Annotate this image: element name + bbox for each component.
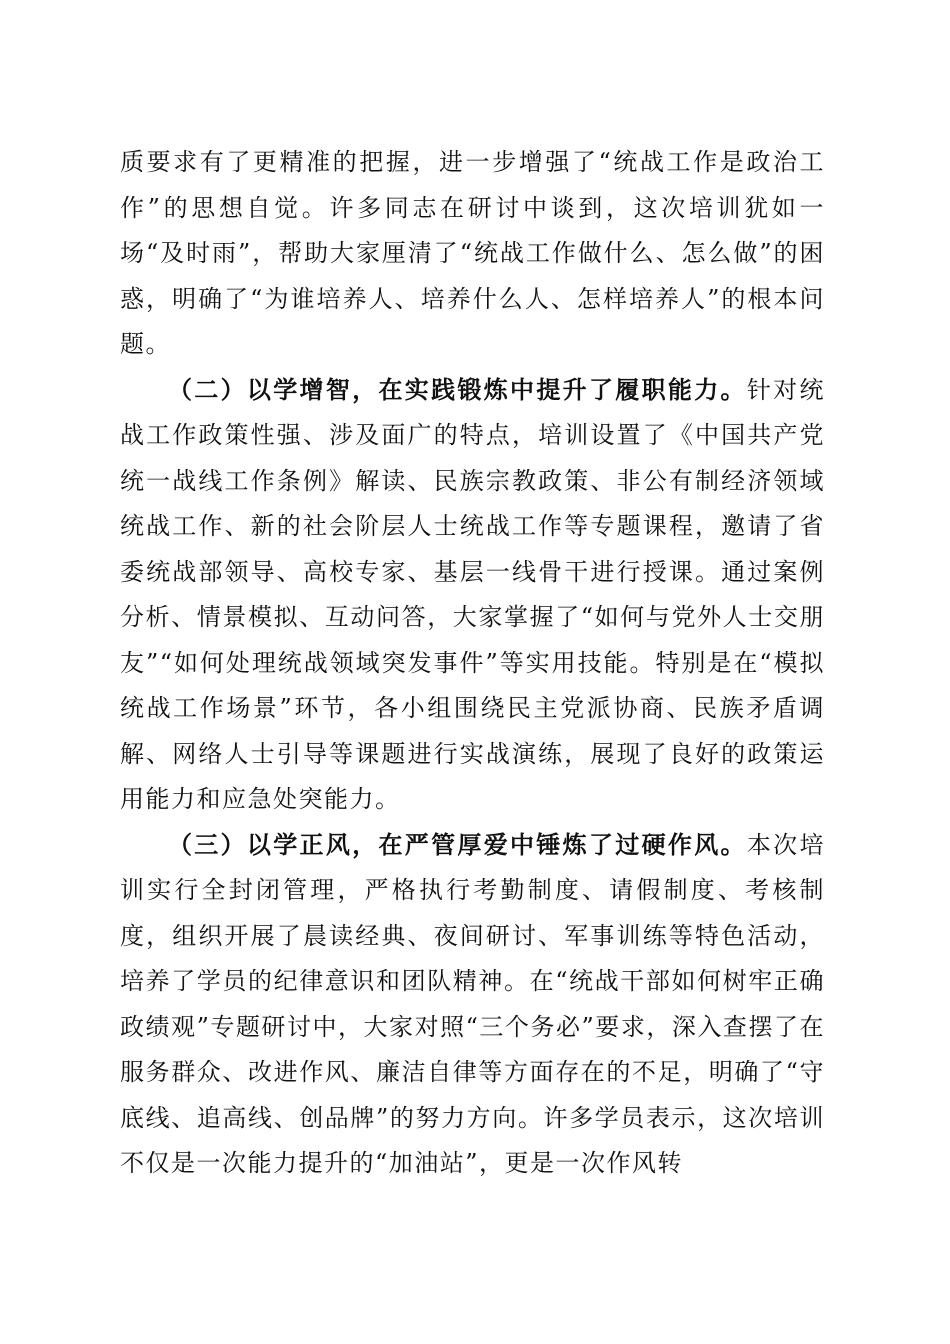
- paragraph-section-two: [120, 368, 825, 823]
- paragraph-text: 针对统战工作政策性强、涉及面广的特点，培训设置了《中国共产党统一战线工作条例》解读、民族宗教政策、非公有制经济领域统战工作、新的社会阶层人士统战工作等专题课程，邀请了省委统战部领导、高校专家、基层一线骨干进行授课。通过案例分析、情景模拟、互动问答，大家掌握了“如何与党外人士交朋友”“如何处理统战领域突发事件”等实用技能。特别是在“模拟统战工作场景”环节，各小组围绕民主党派协商、民族矛盾调解、网络人士引导等课题进行实战演练，展现了良好的政策运用能力和应急处突能力。: [120, 375, 825, 813]
- section-heading: （二）以学增智，在实践锻炼中提升了履职能力。: [168, 375, 747, 404]
- paragraph-continuation: [120, 140, 825, 368]
- paragraph-text: 本次培训实行全封闭管理，严格执行考勤制度、请假制度、考核制度，组织开展了晨读经典、夜间研讨、军事训练等特色活动，培养了学员的纪律意识和团队精神。在“统战干部如何树牢正确政绩观”专题研讨中，大家对照“三个务必”要求，深入查摆了在服务群众、改进作风、廉洁自律等方面存在的不足，明确了“守底线、追高线、创品牌”的努力方向。许多学员表示，这次培训不仅是一次能力提升的“加油站”，更是一次作风转: [120, 830, 825, 1177]
- paragraph-text: 质要求有了更精准的把握，进一步增强了“统战工作是政治工作”的思想自觉。许多同志在研讨中谈到，这次培训犹如一场“及时雨”，帮助大家厘清了“统战工作做什么、怎么做”的困惑，明确了“为谁培养人、培养什么人、怎样培养人”的根本问题。: [120, 148, 825, 358]
- section-heading: （三）以学正风，在严管厚爱中锤炼了过硬作风。: [168, 830, 747, 859]
- document-body: [120, 140, 825, 1187]
- paragraph-section-three: [120, 823, 825, 1187]
